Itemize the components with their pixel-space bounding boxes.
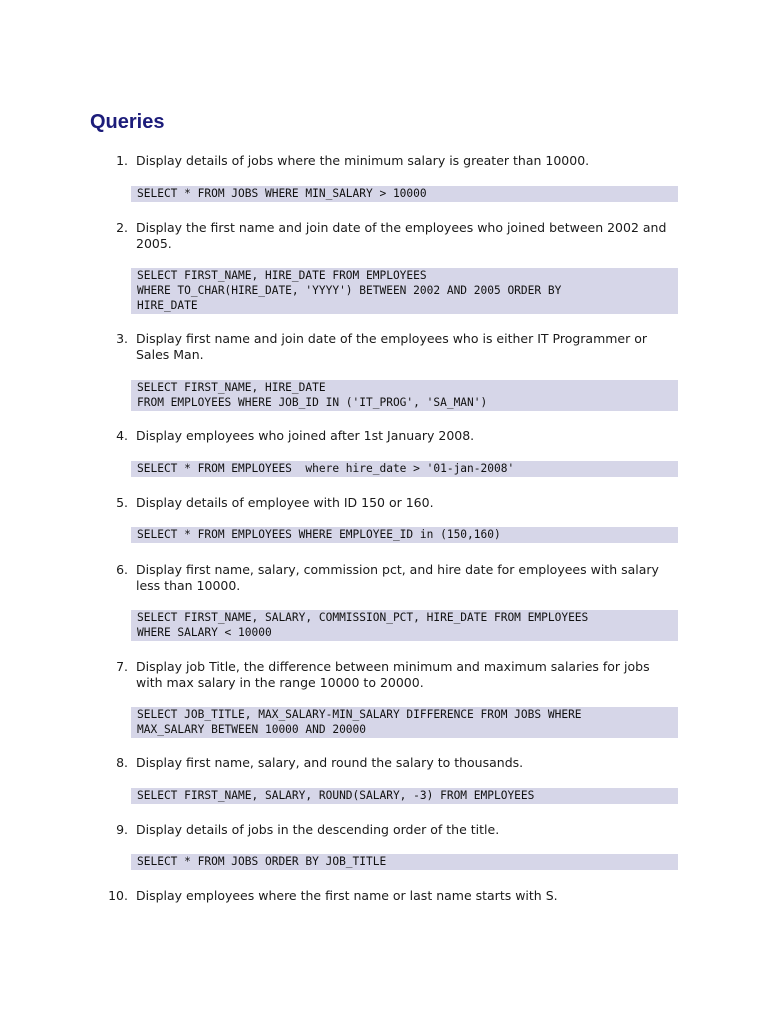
sql-code-block: SELECT FIRST_NAME, HIRE_DATE FROM EMPLOYEES WHERE TO_CHAR(HIRE_DATE, 'YYYY') BETWEEN 2002 AND 2005 ORDER BY HIRE_DATE bbox=[131, 268, 678, 314]
query-description: Display details of employee with ID 150 or 160. bbox=[136, 495, 434, 510]
query-number: 3. bbox=[116, 331, 128, 346]
query-number: 6. bbox=[116, 562, 128, 577]
query-number: 8. bbox=[116, 755, 128, 770]
query-number: 1. bbox=[116, 153, 128, 168]
query-number: 10. bbox=[108, 888, 128, 903]
sql-code-block: SELECT FIRST_NAME, SALARY, COMMISSION_PCT, HIRE_DATE FROM EMPLOYEES WHERE SALARY < 10000 bbox=[131, 610, 678, 641]
query-number: 4. bbox=[116, 428, 128, 443]
query-description: Display first name and join date of the employees who is either IT Programmer or Sales Man. bbox=[136, 331, 648, 362]
sql-code-block: SELECT FIRST_NAME, HIRE_DATE FROM EMPLOYEES WHERE JOB_ID IN ('IT_PROG', 'SA_MAN') bbox=[131, 380, 678, 411]
query-description: Display job Title, the difference between minimum and maximum salaries for jobs with max salary in the range 10000 to 20000. bbox=[136, 659, 650, 690]
sql-code-block: SELECT * FROM JOBS ORDER BY JOB_TITLE bbox=[131, 854, 678, 870]
sql-code-block: SELECT JOB_TITLE, MAX_SALARY-MIN_SALARY DIFFERENCE FROM JOBS WHERE MAX_SALARY BETWEEN 10000 AND 20000 bbox=[131, 707, 678, 738]
query-description: Display details of jobs in the descending order of the title. bbox=[136, 822, 500, 837]
sql-code-block: SELECT FIRST_NAME, SALARY, ROUND(SALARY, -3) FROM EMPLOYEES bbox=[131, 788, 678, 804]
page-title: Queries bbox=[90, 111, 165, 133]
sql-code-block: SELECT * FROM EMPLOYEES where hire_date > '01-jan-2008' bbox=[131, 461, 678, 477]
query-number: 2. bbox=[116, 220, 128, 235]
query-description: Display first name, salary, and round the salary to thousands. bbox=[136, 755, 524, 770]
query-description: Display the first name and join date of the employees who joined between 2002 and 2005. bbox=[136, 220, 667, 251]
query-description: Display employees who joined after 1st January 2008. bbox=[136, 428, 475, 443]
query-number: 7. bbox=[116, 659, 128, 674]
sql-code-block: SELECT * FROM EMPLOYEES WHERE EMPLOYEE_ID in (150,160) bbox=[131, 527, 678, 543]
query-number: 9. bbox=[116, 822, 128, 837]
query-description: Display details of jobs where the minimum salary is greater than 10000. bbox=[136, 153, 590, 168]
query-description: Display first name, salary, commission pct, and hire date for employees with salary less than 10000. bbox=[136, 562, 659, 593]
query-number: 5. bbox=[116, 495, 128, 510]
query-description: Display employees where the first name or last name starts with S. bbox=[136, 888, 558, 903]
sql-code-block: SELECT * FROM JOBS WHERE MIN_SALARY > 10000 bbox=[131, 186, 678, 202]
